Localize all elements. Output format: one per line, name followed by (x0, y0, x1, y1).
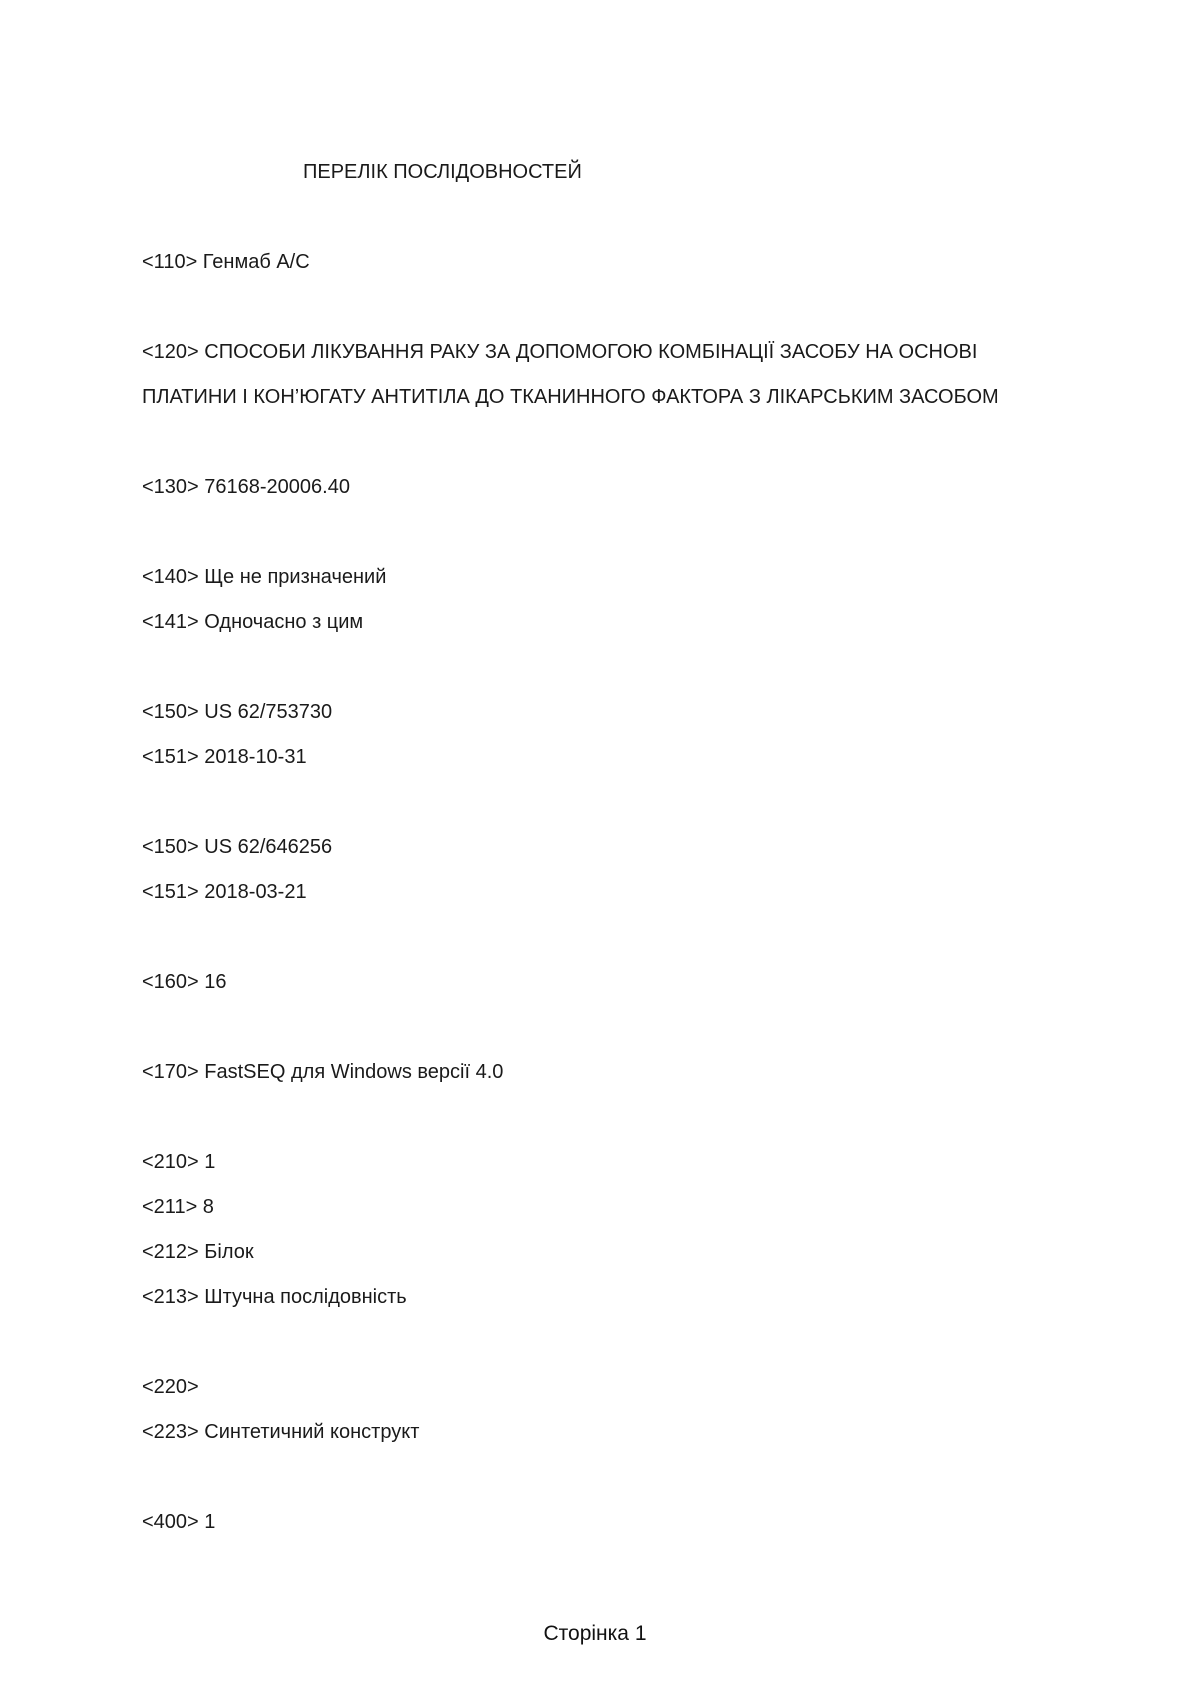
entry-151-a: <151> 2018-10-31 (142, 746, 307, 768)
entry-210: <210> 1 (142, 1151, 216, 1173)
entry-170: <170> FastSEQ для Windows версії 4.0 (142, 1061, 504, 1083)
entry-141: <141> Одночасно з цим (142, 611, 364, 633)
page-title: ПЕРЕЛІК ПОСЛІДОВНОСТЕЙ (303, 161, 582, 183)
entry-120-line-2: ПЛАТИНИ І КОН’ЮГАТУ АНТИТІЛА ДО ТКАНИННОГО ФАКТОРА З ЛІКАРСЬКИМ ЗАСОБОМ (142, 386, 999, 408)
entry-400: <400> 1 (142, 1511, 216, 1533)
entry-212: <212> Білок (142, 1241, 254, 1263)
entry-120-line-1: <120> СПОСОБИ ЛІКУВАННЯ РАКУ ЗА ДОПОМОГОЮ КОМБІНАЦІЇ ЗАСОБУ НА ОСНОВІ (142, 341, 978, 363)
entry-110: <110> Генмаб А/С (142, 251, 310, 273)
page-number-footer: Сторінка 1 (543, 1622, 647, 1645)
entry-213: <213> Штучна послідовність (142, 1286, 407, 1308)
entry-211: <211> 8 (142, 1196, 214, 1218)
entry-220: <220> (142, 1376, 199, 1398)
entry-151-b: <151> 2018-03-21 (142, 881, 307, 903)
entry-223: <223> Синтетичний конструкт (142, 1421, 420, 1443)
entry-150-b: <150> US 62/646256 (142, 836, 333, 858)
entry-130: <130> 76168-20006.40 (142, 476, 350, 498)
entry-140: <140> Ще не призначений (142, 566, 387, 588)
entry-160: <160> 16 (142, 971, 227, 993)
entry-150-a: <150> US 62/753730 (142, 701, 333, 723)
